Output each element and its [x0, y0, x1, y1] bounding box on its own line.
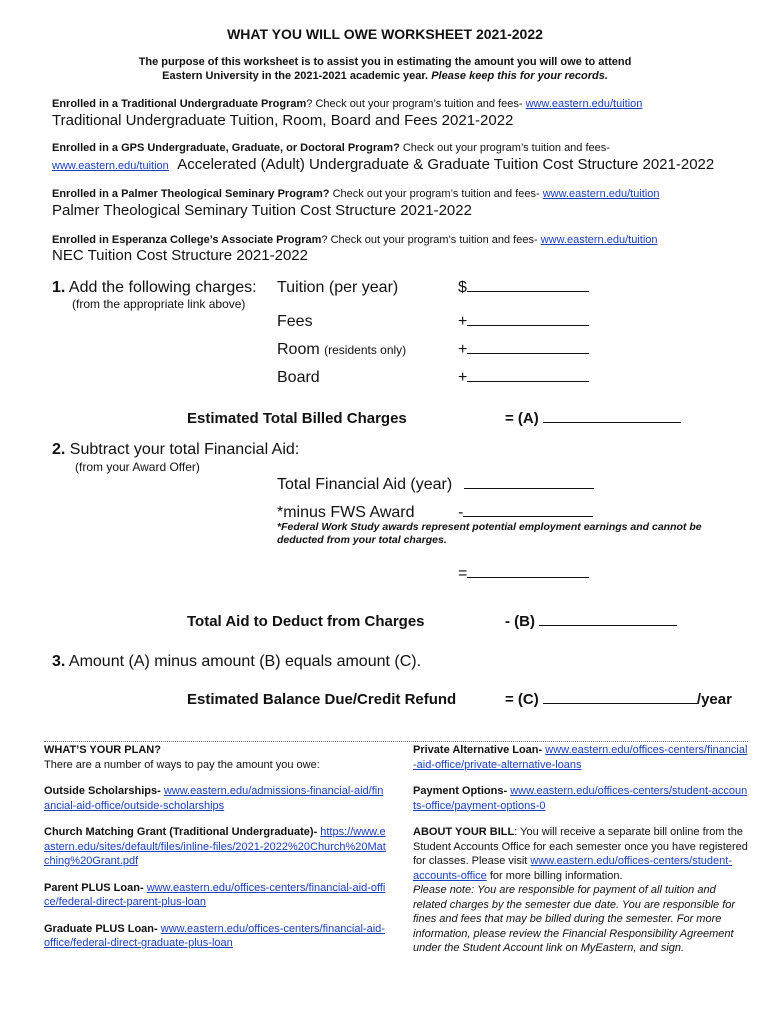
- note-text: You are responsible for payment of all tuition and related charges by the semester due date. You are responsible for fines and fees that may be billed during the semester. For more information, please review the Financial Responsibility Agreement under the Student Account link on MyEastern, and sign.: [413, 884, 736, 954]
- section-divider: [44, 741, 748, 742]
- balance-label: Estimated Balance Due/Credit Refund: [187, 691, 457, 708]
- plan-text: There are a number of ways to pay the amount you owe:: [44, 758, 320, 771]
- row-room-field[interactable]: [458, 341, 589, 359]
- parent-heading: Parent PLUS Loan-: [44, 881, 144, 894]
- program-traditional: [52, 98, 642, 110]
- plan-column: [44, 743, 389, 960]
- total-code: = (A): [505, 410, 539, 427]
- total-aid-deduct-label: Total Aid to Deduct from Charges: [187, 613, 425, 630]
- parent-link[interactable]: www.eastern.edu/offices-centers/financial-aid-office/federal-direct-parent-plus-loan: [44, 881, 386, 908]
- payment-link[interactable]: www.eastern.edu/offices-centers/student-accounts-office/payment-options-0: [413, 785, 748, 812]
- total-billed-field[interactable]: [505, 410, 681, 427]
- program-gps-row2: [52, 156, 714, 174]
- total-aid-label: Total Financial Aid (year): [277, 476, 453, 493]
- private-heading: Private Alternative Loan-: [413, 744, 543, 756]
- tuition-link[interactable]: www.eastern.edu/tuition: [52, 160, 169, 172]
- row-tuition-field[interactable]: [458, 279, 589, 297]
- balance-suffix: /year: [696, 691, 732, 708]
- bill-link[interactable]: www.eastern.edu/offices-centers/student-accounts-office: [413, 855, 732, 882]
- intro-text: Eastern University in the 2021-2021 academic year.: [162, 70, 429, 82]
- private-loan: [413, 743, 748, 772]
- row-prefix: +: [458, 341, 468, 358]
- row-prefix: -: [458, 504, 464, 521]
- program-structure-gps: Accelerated (Adult) Undergraduate & Graduate Tuition Cost Structure 2021-2022: [177, 156, 715, 173]
- aid-equals-field[interactable]: [458, 565, 589, 583]
- step2-label: Subtract your total Financial Aid:: [69, 441, 300, 458]
- row-prefix: +: [458, 369, 468, 386]
- program-check: Check out your program’s tuition and fees-: [402, 142, 610, 154]
- intro-keep-records: Please keep this for your records.: [431, 70, 608, 82]
- program-question: Enrolled in a GPS Undergraduate, Graduate, or Doctoral Program?: [52, 142, 400, 154]
- step3-number: 3.: [52, 653, 66, 670]
- program-check: ? Check out your program’s tuition and fees-: [321, 234, 538, 246]
- bill-column: [413, 743, 748, 965]
- plan-block: [44, 743, 389, 772]
- outside-scholarships: [44, 784, 389, 813]
- program-question: Enrolled in a Palmer Theological Seminary Program?: [52, 188, 330, 200]
- tuition-link[interactable]: www.eastern.edu/tuition: [525, 98, 643, 110]
- about-bill: [413, 825, 748, 956]
- fws-field[interactable]: [458, 504, 593, 522]
- grad-heading: Graduate PLUS Loan-: [44, 922, 158, 935]
- program-structure-palmer: Palmer Theological Seminary Tuition Cost Structure 2021-2022: [52, 202, 472, 219]
- program-check: Check out your program’s tuition and fees-: [332, 188, 540, 200]
- row-prefix: $: [458, 279, 467, 296]
- room-label: Room: [277, 341, 320, 358]
- note-label: Please note:: [413, 884, 475, 896]
- program-structure-traditional: Traditional Undergraduate Tuition, Room, Board and Fees 2021-2022: [52, 112, 514, 129]
- program-question: Enrolled in Esperanza College’s Associate Program: [52, 234, 322, 246]
- church-heading: Church Matching Grant (Traditional Undergraduate)-: [44, 826, 318, 838]
- row-board-label: Board: [277, 369, 320, 386]
- church-link[interactable]: https://www.eastern.edu/sites/default/files/inline-files/2021-2022%20Church%20Matching%20Grant.pdf: [44, 826, 386, 867]
- bill-text: : You will receive a separate bill online from the Student Accounts Office for each semester once you have registered for classes. Please visit: [413, 826, 748, 867]
- step1-number: 1.: [52, 279, 66, 296]
- step2-sub: (from your Award Offer): [75, 460, 200, 474]
- row-fees-label: Fees: [277, 313, 313, 330]
- page-title: WHAT YOU WILL OWE WORKSHEET 2021-2022: [227, 26, 543, 42]
- row-room-label: [277, 341, 406, 359]
- total-aid-field[interactable]: [464, 476, 594, 494]
- row-prefix: =: [458, 565, 468, 582]
- private-link[interactable]: www.eastern.edu/offices-centers/financial-aid-office/private-alternative-loans: [413, 744, 748, 771]
- total-billed-label: Estimated Total Billed Charges: [187, 410, 407, 427]
- step3-heading: [52, 653, 421, 671]
- grad-plus: [44, 922, 389, 951]
- parent-plus: [44, 881, 389, 910]
- room-qualifier: (residents only): [324, 343, 407, 357]
- program-gps: [52, 142, 610, 154]
- step3-label: Amount (A) minus amount (B) equals amount (C).: [68, 653, 422, 670]
- bill-heading: ABOUT YOUR BILL: [413, 826, 515, 838]
- row-prefix: +: [458, 313, 468, 330]
- program-question: Enrolled in a Traditional Undergraduate Program: [52, 98, 307, 110]
- step2-heading: [52, 441, 299, 459]
- total-code: = (C): [505, 691, 539, 708]
- program-palmer: [52, 188, 660, 200]
- row-board-field[interactable]: [458, 369, 589, 387]
- total-aid-deduct-field[interactable]: [505, 613, 677, 630]
- step2-number: 2.: [52, 441, 66, 458]
- outside-heading: Outside Scholarships-: [44, 785, 161, 797]
- step1-heading: [52, 279, 257, 297]
- intro-line-2: [0, 70, 770, 82]
- payment-heading: Payment Options-: [413, 785, 508, 797]
- plan-heading: WHAT’S YOUR PLAN?: [44, 744, 161, 756]
- balance-field[interactable]: [505, 691, 732, 708]
- fws-note-2: deducted from your total charges.: [277, 534, 447, 546]
- step1-label: Add the following charges:: [68, 279, 257, 296]
- total-code: - (B): [505, 613, 535, 630]
- tuition-link[interactable]: www.eastern.edu/tuition: [542, 188, 660, 200]
- intro-line-1: The purpose of this worksheet is to assist you in estimating the amount you will owe to attend: [138, 56, 632, 68]
- row-fees-field[interactable]: [458, 313, 589, 331]
- bill-text-2: for more billing information.: [489, 869, 623, 882]
- fws-note-1: *Federal Work Study awards represent potential employment earnings and cannot be: [277, 521, 702, 533]
- grad-link[interactable]: www.eastern.edu/offices-centers/financial-aid-office/federal-direct-graduate-plus-loan: [44, 922, 385, 949]
- fws-label: *minus FWS Award: [277, 504, 415, 521]
- program-esperanza: [52, 234, 658, 246]
- payment-options: [413, 784, 748, 813]
- outside-link[interactable]: www.eastern.edu/admissions-financial-aid/financial-aid-office/outside-scholarships: [44, 785, 384, 812]
- church-grant: [44, 825, 389, 869]
- step1-sub: (from the appropriate link above): [72, 297, 246, 311]
- row-tuition-label: Tuition (per year): [277, 279, 399, 296]
- tuition-link[interactable]: www.eastern.edu/tuition: [540, 234, 658, 246]
- program-structure-nec: NEC Tuition Cost Structure 2021-2022: [52, 247, 308, 264]
- program-check: ? Check out your program’s tuition and fees-: [306, 98, 523, 110]
